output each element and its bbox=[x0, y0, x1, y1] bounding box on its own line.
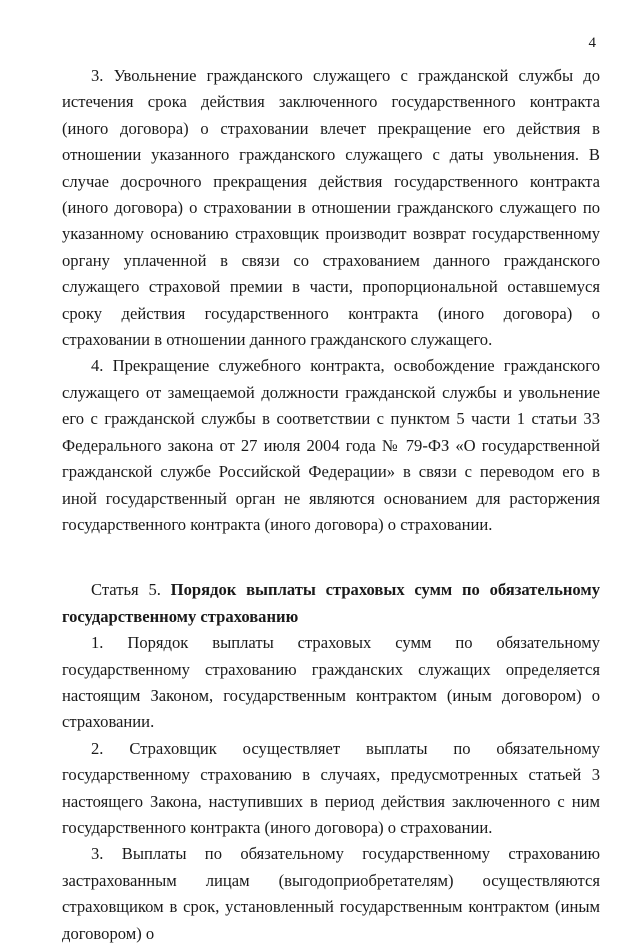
document-body bbox=[62, 63, 600, 947]
page-number: 4 bbox=[588, 35, 596, 51]
article-5-paragraph-1: 1. Порядок выплаты страховых сумм по обязательному государственному страхованию гражданских служащих определяется настоящим Законом, государственным контрактом (иным договором) о страховании. bbox=[62, 633, 600, 732]
article-label: Статья 5. bbox=[91, 580, 161, 600]
article-5-paragraph-2: 2. Страховщик осуществляет выплаты по обязательному государственному страхованию в случаях, предусмотренных статьей 3 настоящего Закона, наступивших в период действия заключенного с ним государственного контракта (иного договора) о страховании. bbox=[62, 738, 600, 837]
article-heading bbox=[62, 577, 600, 630]
paragraph-4: 4. Прекращение служебного контракта, освобождение гражданского служащего от замещаемой должности гражданской службы и увольнение его с гражданской службы в соответствии с пунктом 5 части 1 статьи 33 Федерального закона от 27 июля 2004 года № 79-ФЗ «О государственной гражданской службе Российской Федерации» в связи с переводом его в иной государственный орган не являются основанием для расторжения государственного контракта (иного договора) о страховании. bbox=[62, 356, 600, 534]
article-5-paragraph-3: 3. Выплаты по обязательному государственному страхованию застрахованным лицам (выгодоприобретателям) осуществляются страховщиком в срок, установленный государственным контрактом (иным договором) о bbox=[62, 844, 600, 943]
paragraph-3: 3. Увольнение гражданского служащего с гражданской службы до истечения срока действия заключенного государственного контракта (иного договора) о страховании влечет прекращение его действия в отношении указанного гражданского служащего с даты увольнения. В случае досрочного прекращения действия государственного контракта (иного договора) о страховании в отношении гражданского служащего по указанному основанию страховщик производит возврат государственному органу уплаченной в связи со страхованием данного гражданского служащего страховой премии в части, пропорциональной оставшемуся сроку действия государственного контракта (иного договора) о страховании в отношении данного гражданского служащего. bbox=[62, 66, 600, 350]
article-title: Порядок выплаты страховых сумм по обязательному государственному страхованию bbox=[62, 580, 601, 626]
